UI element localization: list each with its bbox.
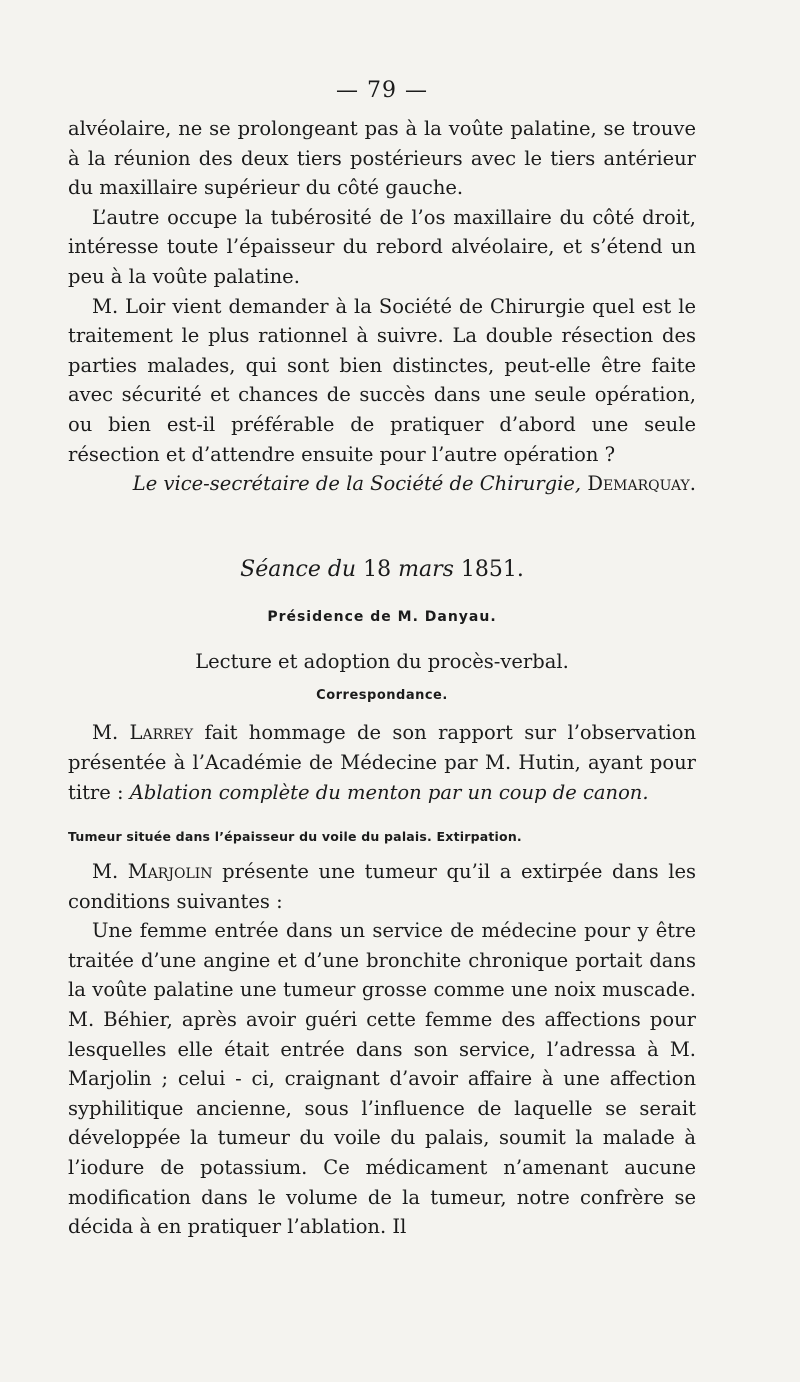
paragraph-marjolin [68, 857, 696, 916]
presidence-heading: Présidence de M. Danyau. [267, 608, 497, 625]
larrey-name: Larrey [129, 721, 194, 745]
marjolin-text: présente une tumeur qu’il a extirpée dans les conditions suivantes : [68, 860, 697, 913]
signature-name: Demarquay. [587, 472, 696, 496]
paragraph-autre: L’autre occupe la tubérosité de l’os maxillaire du côté droit, intéresse toute l’épaisseur du rebord alvéolaire, et s’étend un peu à la voûte palatine. [68, 205, 696, 288]
paragraph-larrey [68, 718, 696, 807]
paragraph-loir: M. Loir vient demander à la Société de Chirurgie quel est le traitement le plus rationnel à suivre. La double résection des parties malades, qui sont bien distinctes, peut-elle être faite avec sécurité et chances de succès dans une seule opération, ou bien est-il préférable de pratiquer d’abord une seule résection et d’attendre ensuite pour l’autre opération ? [68, 294, 696, 466]
correspondance-heading: Correspondance. [316, 688, 448, 704]
marjolin-name: Marjolin [127, 860, 213, 884]
larrey-text: fait hommage de son rapport sur l’observation présentée à l’Académie de Médecine par M. Hutin, ayant pour titre : [68, 721, 697, 804]
seance-year: 1851. [460, 556, 524, 582]
paragraph-femme: Une femme entrée dans un service de médecine pour y être traitée d’une angine et d’une bronchite chronique portait dans la voûte palatine une tumeur grosse comme une noix muscade. M. Béhier, après avoir guéri cette femme des affections pour lesquelles elle était entrée dans son service, l’adressa à M. Marjolin ; celui - ci, craignant d’avoir affaire à une affection syphilitique ancienne, sous l’influence de laquelle se serait développée la tumeur du voile du palais, soumit la malade à l’iodure de potassium. Ce médicament n’amenant aucune modification dans le volume de la tumeur, notre confrère se décida à en pratiquer l’ablation. Il [68, 919, 696, 1239]
larrey-prefix: M. [92, 721, 119, 745]
paragraph-alveolaire: alvéolaire, ne se prolongeant pas à la voûte palatine, se trouve à la réunion des deux tiers postérieurs avec le tiers antérieur du maxillaire supérieur du côté gauche. [68, 117, 696, 200]
lecture-line: Lecture et adoption du procès-verbal. [195, 649, 569, 673]
larrey-title: Ablation complète du menton par un coup de canon. [129, 780, 649, 804]
signature [68, 469, 696, 499]
seance-day: 18 [363, 556, 392, 582]
marjolin-prefix: M. [92, 860, 119, 884]
seance-heading [68, 555, 696, 585]
seance-prefix: Séance du [240, 556, 357, 582]
signature-role: Le vice-secrétaire de la Société de Chirurgie, [132, 472, 582, 496]
tumeur-heading: Tumeur située dans l’épaisseur du voile du palais. Extirpation. [68, 829, 522, 845]
seance-month: mars [398, 556, 454, 582]
page-number: — 79 — [336, 78, 428, 103]
